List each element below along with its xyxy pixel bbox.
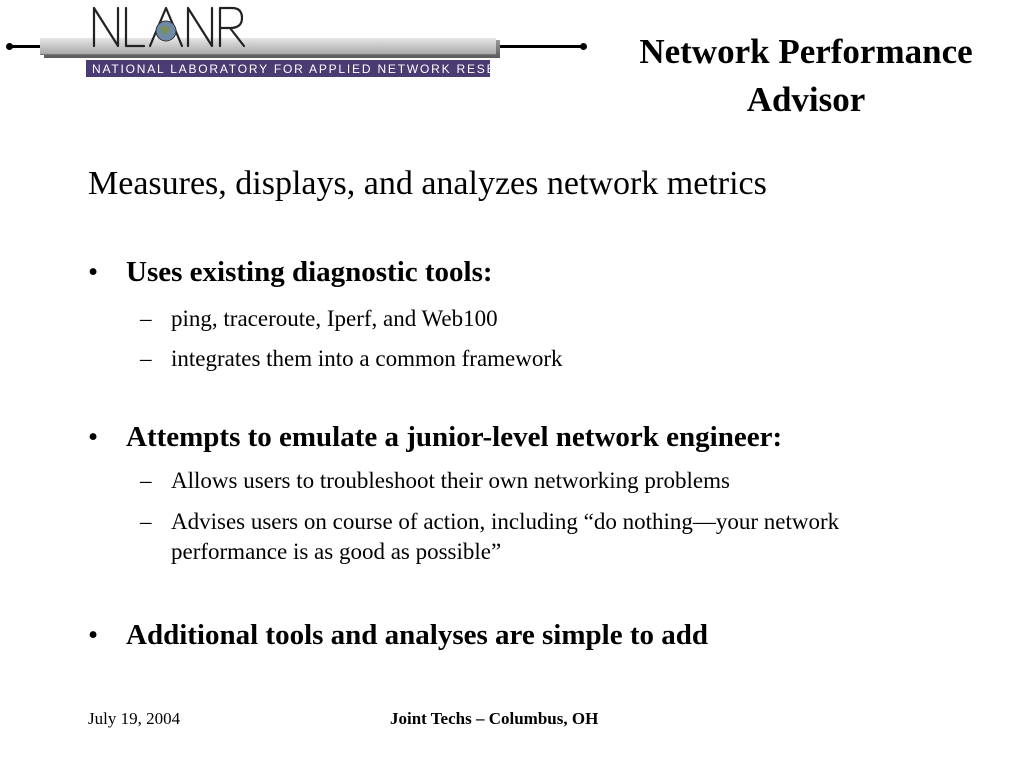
sub-bullet-text: Advises users on course of action, including “do nothing—your network performance is as good as possible” [171, 509, 840, 564]
nlanr-logo [0, 0, 600, 90]
dash-mark: – [140, 509, 152, 534]
rule-dot-right [580, 43, 587, 50]
slide-subtitle: Measures, displays, and analyzes network metrics [88, 165, 767, 202]
bullet-mark: • [88, 619, 99, 651]
rule-dot-left [6, 43, 13, 50]
bullet-item [88, 617, 708, 653]
bullet-text: Uses existing diagnostic tools: [126, 256, 493, 288]
bullet-item [88, 254, 493, 290]
nlanr-logo-mark [80, 0, 250, 56]
logo-tagline: NATIONAL LABORATORY FOR APPLIED NETWORK RESEARCH [92, 62, 538, 76]
slide-title: Network Performance Advisor [639, 32, 973, 119]
dash-mark: – [140, 468, 152, 493]
bullet-mark: • [88, 256, 99, 288]
sub-bullet-text: Allows users to troubleshoot their own networking problems [171, 468, 730, 493]
footer-date: July 19, 2004 [88, 709, 181, 728]
footer-event: Joint Techs – Columbus, OH [390, 709, 599, 728]
bullet-text: Attempts to emulate a junior-level network engineer: [126, 421, 783, 453]
bullet-mark: • [88, 421, 99, 453]
sub-bullet-text: integrates them into a common framework [171, 346, 563, 371]
sub-bullet-text: ping, traceroute, Iperf, and Web100 [171, 306, 498, 331]
bullet-text: Additional tools and analyses are simple to add [126, 619, 708, 651]
dash-mark: – [140, 346, 152, 371]
bullet-item [88, 419, 782, 455]
dash-mark: – [140, 306, 152, 331]
